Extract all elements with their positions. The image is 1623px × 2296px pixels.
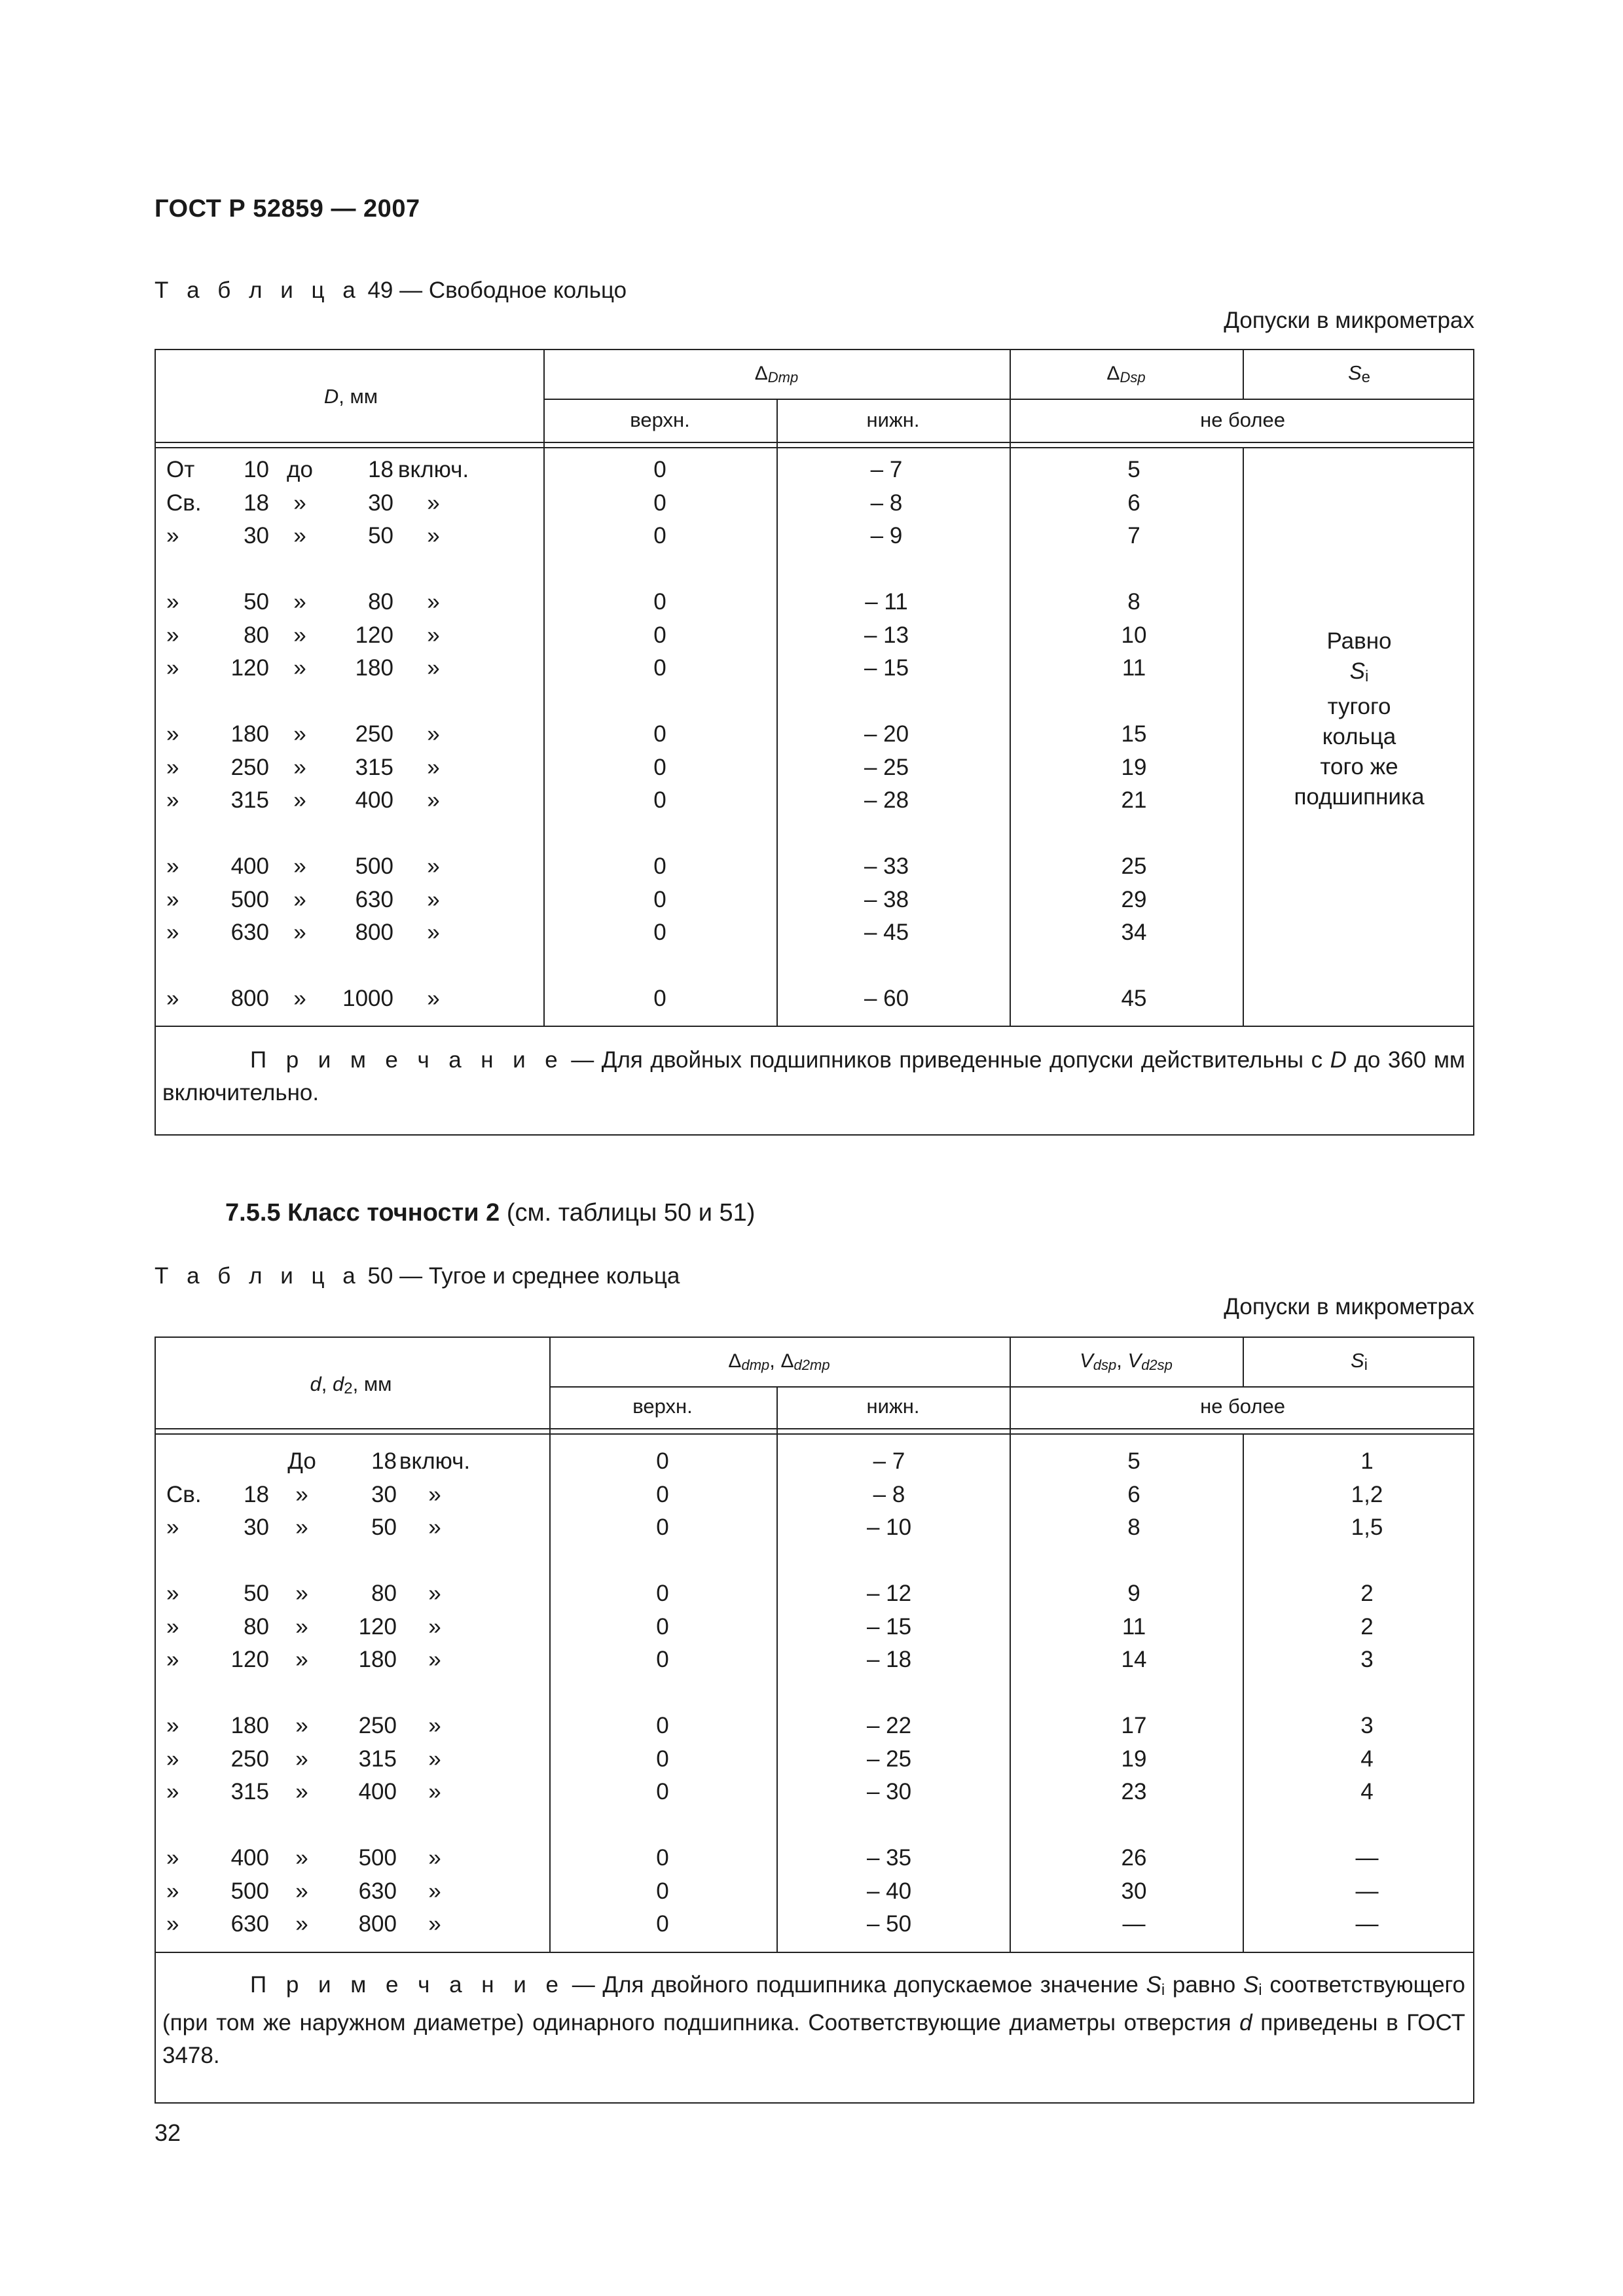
cell-p: Св.: [166, 490, 202, 516]
cell-lo: – 9: [870, 523, 903, 548]
cell-dsp: 11: [1122, 655, 1146, 681]
cell-s: до: [287, 457, 313, 482]
cell-b: 80: [371, 1581, 397, 1606]
cell-up: 0: [653, 523, 666, 548]
cell-s: »: [293, 853, 306, 879]
cell-up: 0: [656, 1878, 669, 1904]
header-upper: верхн.: [632, 1395, 693, 1418]
cell-p: Св.: [166, 1481, 202, 1507]
cell-p: От: [166, 457, 195, 482]
header-D: D, мм: [323, 385, 378, 408]
cell-a: 180: [230, 1713, 269, 1738]
cell-up: 0: [653, 655, 666, 681]
cell-lo: – 13: [864, 622, 909, 648]
cell-b: 50: [368, 523, 393, 548]
cell-s: »: [293, 920, 306, 945]
cell-p: »: [166, 1746, 179, 1772]
cell-e: »: [427, 523, 440, 548]
cell-e: »: [428, 1647, 441, 1672]
cell-lo: – 50: [866, 1911, 912, 1937]
cell-si: 2: [1360, 1581, 1374, 1606]
cell-p: »: [166, 1515, 179, 1540]
cell-si: 1,5: [1351, 1515, 1383, 1540]
cell-e: »: [428, 1713, 441, 1738]
cell-up: 0: [656, 1746, 669, 1772]
cell-up: 0: [656, 1481, 669, 1507]
cell-si: 1,2: [1351, 1481, 1383, 1507]
cell-dsp: 29: [1121, 886, 1147, 912]
cell-up: 0: [653, 589, 666, 615]
cell-lo: – 8: [870, 490, 903, 516]
cell-s: »: [293, 721, 306, 747]
cell-dsp: 5: [1127, 457, 1140, 482]
cell-up: 0: [656, 1515, 669, 1540]
cell-p: »: [166, 589, 179, 615]
header-se: Se: [1347, 361, 1371, 386]
cell-p: »: [166, 920, 179, 945]
cell-dsp: 6: [1127, 490, 1140, 516]
table-50-caption: [155, 1263, 680, 1289]
cell-up: 0: [653, 721, 666, 747]
cell-v: —: [1122, 1911, 1146, 1937]
cell-up: 0: [656, 1581, 669, 1606]
cell-e: »: [427, 754, 440, 780]
header-max: не более: [1200, 1395, 1285, 1418]
cell-s: »: [295, 1515, 308, 1540]
cell-up: 0: [653, 886, 666, 912]
cell-e: »: [428, 1746, 441, 1772]
cell-b: 80: [368, 589, 393, 615]
header-lower: нижн.: [866, 1395, 920, 1418]
cell-b: 250: [358, 1713, 397, 1738]
cell-b: 315: [355, 754, 393, 780]
cell-up: 0: [653, 622, 666, 648]
cell-up: 0: [656, 1779, 669, 1804]
cell-a: 50: [244, 589, 269, 615]
cell-up: 0: [653, 490, 666, 516]
cell-up: 0: [656, 1713, 669, 1738]
cell-lo: – 38: [864, 886, 909, 912]
cell-v: 17: [1121, 1713, 1147, 1738]
header-bottom-line-1: [155, 442, 1474, 443]
caption-prefix: Т а б л и ц а: [155, 1263, 361, 1289]
cell-b: 30: [371, 1481, 397, 1507]
cell-a: 630: [230, 920, 269, 945]
cell-a: 400: [230, 1845, 269, 1871]
cell-p: »: [166, 787, 179, 813]
cell-e: »: [427, 622, 440, 648]
cell-si: —: [1355, 1878, 1379, 1904]
body-bottom-line: [155, 1952, 1474, 1953]
cell-lo: – 7: [870, 457, 903, 482]
col-divider: [1243, 1433, 1244, 1952]
cell-a: 30: [244, 1515, 269, 1540]
header-lower: нижн.: [866, 408, 920, 431]
cell-b: 800: [358, 1911, 397, 1937]
section-heading: 7.5.5 Класс точности 2 (см. таблицы 50 и 51): [225, 1199, 756, 1227]
cell-si: 3: [1360, 1713, 1374, 1738]
col-divider: [1010, 349, 1011, 1026]
cell-a: 120: [230, 655, 269, 681]
cell-s: »: [293, 523, 306, 548]
cell-s: »: [295, 1713, 308, 1738]
cell-dsp: 21: [1121, 787, 1147, 813]
se-merged-cell: Равно Si тугого кольца того же подшипника: [1294, 628, 1425, 810]
cell-lo: – 7: [873, 1448, 905, 1474]
page-number: 32: [155, 2119, 181, 2146]
cell-up: 0: [656, 1911, 669, 1937]
header-max: не более: [1200, 408, 1285, 431]
body-bottom-line: [155, 1026, 1474, 1027]
cell-e: »: [427, 589, 440, 615]
cell-a: 250: [230, 754, 269, 780]
cell-a: 630: [230, 1911, 269, 1937]
cell-up: 0: [653, 787, 666, 813]
cell-p: »: [166, 1845, 179, 1871]
cell-a: 800: [230, 986, 269, 1011]
cell-e: »: [427, 920, 440, 945]
cell-p: »: [166, 1878, 179, 1904]
cell-b: 30: [368, 490, 393, 516]
cell-p: »: [166, 523, 179, 548]
cell-b: 400: [358, 1779, 397, 1804]
cell-s: »: [293, 589, 306, 615]
cell-a: 10: [244, 457, 269, 482]
cell-p: »: [166, 754, 179, 780]
cell-s: »: [293, 490, 306, 516]
cell-lo: – 25: [864, 754, 909, 780]
cell-p: »: [166, 1647, 179, 1672]
cell-si: 3: [1360, 1647, 1374, 1672]
cell-v: 30: [1121, 1878, 1147, 1904]
cell-dsp: 7: [1127, 523, 1140, 548]
cell-p: »: [166, 986, 179, 1011]
cell-v: 11: [1122, 1613, 1146, 1640]
cell-e: »: [428, 1481, 441, 1507]
cell-lo: – 30: [866, 1779, 912, 1804]
header-d: d, d2, мм: [310, 1372, 392, 1397]
cell-b: 180: [358, 1647, 397, 1672]
cell-up: 0: [653, 986, 666, 1011]
cell-lo: – 33: [864, 853, 909, 879]
cell-s: »: [295, 1647, 308, 1672]
cell-b: 250: [355, 721, 393, 747]
cell-e: »: [427, 655, 440, 681]
document-title: ГОСТ Р 52859 — 2007: [155, 195, 420, 223]
header-delta-dmp: ΔDmp: [754, 363, 799, 386]
cell-dsp: 15: [1121, 721, 1147, 747]
cell-e: »: [427, 986, 440, 1011]
header-v-dsp: Vdsp, Vd2sp: [1080, 1349, 1173, 1373]
header-delta-dmp: Δdmp, Δd2mp: [728, 1349, 830, 1373]
cell-b: 400: [355, 787, 393, 813]
cell-b: 18: [371, 1448, 397, 1474]
cell-v: 14: [1121, 1647, 1147, 1672]
table-49-caption: [155, 278, 627, 304]
cell-p: »: [166, 1713, 179, 1738]
cell-lo: – 28: [864, 787, 909, 813]
cell-dsp: 8: [1127, 589, 1140, 615]
cell-si: 1: [1360, 1448, 1374, 1474]
cell-s: До: [287, 1448, 316, 1474]
cell-b: 120: [358, 1613, 397, 1640]
cell-p: »: [166, 655, 179, 681]
cell-b: 500: [355, 853, 393, 879]
cell-e: »: [427, 886, 440, 912]
col-divider: [549, 1336, 551, 1952]
cell-up: 0: [653, 853, 666, 879]
cell-si: 4: [1360, 1746, 1374, 1772]
cell-a: 30: [244, 523, 269, 548]
cell-v: 9: [1127, 1581, 1140, 1606]
cell-p: »: [166, 622, 179, 648]
caption-text: 49 — Свободное кольцо: [367, 278, 627, 303]
cell-lo: – 10: [866, 1515, 912, 1540]
header-divider: [543, 399, 1474, 400]
cell-s: »: [293, 655, 306, 681]
cell-lo: – 20: [864, 721, 909, 747]
cell-lo: – 60: [864, 986, 909, 1011]
col-divider: [1243, 1336, 1244, 1386]
col-divider: [1243, 349, 1244, 399]
cell-a: 250: [230, 1746, 269, 1772]
cell-b: 120: [355, 622, 393, 648]
table-50: [155, 1336, 1474, 2104]
cell-b: 500: [358, 1845, 397, 1871]
cell-e: »: [428, 1845, 441, 1871]
cell-up: 0: [653, 457, 666, 482]
cell-lo: – 40: [866, 1878, 912, 1904]
cell-s: »: [295, 1581, 308, 1606]
cell-dsp: 19: [1121, 754, 1147, 780]
cell-si: —: [1355, 1845, 1379, 1871]
cell-s: »: [295, 1481, 308, 1507]
cell-s: »: [295, 1613, 308, 1640]
cell-lo: – 11: [865, 589, 908, 615]
cell-a: 500: [230, 886, 269, 912]
cell-e: »: [428, 1911, 441, 1937]
cell-si: —: [1355, 1911, 1379, 1937]
cell-lo: – 12: [866, 1581, 912, 1606]
cell-lo: – 18: [866, 1647, 912, 1672]
cell-b: 18: [368, 457, 393, 482]
table-49: [155, 349, 1474, 1136]
cell-b: 800: [355, 920, 393, 945]
cell-a: 18: [244, 490, 269, 516]
cell-p: »: [166, 721, 179, 747]
col-divider: [776, 399, 778, 1026]
cell-a: 315: [230, 787, 269, 813]
cell-s: »: [293, 986, 306, 1011]
cell-p: »: [166, 1911, 179, 1937]
cell-e: »: [428, 1581, 441, 1606]
cell-dsp: 34: [1121, 920, 1147, 945]
cell-si: 2: [1360, 1613, 1374, 1640]
cell-e: »: [427, 490, 440, 516]
header-bottom-line-2: [155, 447, 1474, 448]
cell-up: 0: [656, 1845, 669, 1871]
cell-s: »: [295, 1779, 308, 1804]
cell-b: 315: [358, 1746, 397, 1772]
cell-a: 120: [230, 1647, 269, 1672]
cell-p: »: [166, 886, 179, 912]
cell-lo: – 8: [873, 1481, 905, 1507]
table-49-note: П р и м е ч а н и е — Для двойных подшипников приведенные допуски действительны с D до 360 мм включительно.: [162, 1047, 1465, 1105]
table-49-units: Допуски в микрометрах: [1224, 308, 1474, 333]
cell-a: 315: [230, 1779, 269, 1804]
cell-dsp: 10: [1121, 622, 1147, 648]
cell-a: 80: [244, 622, 269, 648]
cell-lo: – 45: [864, 920, 909, 945]
caption-text: 50 — Тугое и среднее кольца: [367, 1263, 680, 1289]
table-50-units: Допуски в микрометрах: [1224, 1294, 1474, 1319]
cell-a: 80: [244, 1613, 269, 1640]
cell-lo: – 22: [866, 1713, 912, 1738]
cell-lo: – 15: [864, 655, 909, 681]
cell-a: 180: [230, 721, 269, 747]
cell-dsp: 25: [1121, 853, 1147, 879]
col-divider: [776, 1386, 778, 1952]
cell-a: 500: [230, 1878, 269, 1904]
cell-a: 18: [244, 1481, 269, 1507]
cell-up: 0: [653, 920, 666, 945]
caption-prefix: Т а б л и ц а: [155, 278, 361, 303]
header-bottom-line-2: [155, 1433, 1474, 1435]
col-divider: [1010, 1336, 1011, 1952]
cell-v: 19: [1121, 1746, 1147, 1772]
cell-b: 50: [371, 1515, 397, 1540]
cell-s: »: [295, 1878, 308, 1904]
col-divider: [543, 349, 545, 1026]
cell-s: »: [293, 787, 306, 813]
cell-b: 180: [355, 655, 393, 681]
cell-lo: – 15: [866, 1613, 912, 1640]
cell-v: 23: [1121, 1779, 1147, 1804]
cell-s: »: [293, 886, 306, 912]
cell-s: »: [295, 1911, 308, 1937]
cell-s: »: [295, 1746, 308, 1772]
cell-e: включ.: [397, 457, 469, 482]
cell-v: 5: [1127, 1448, 1140, 1474]
header-si: Si: [1350, 1349, 1368, 1374]
cell-p: »: [166, 1613, 179, 1640]
cell-b: 1000: [342, 986, 393, 1011]
header-delta-dsp: ΔDsp: [1106, 363, 1146, 386]
cell-e: включ.: [399, 1448, 471, 1474]
cell-lo: – 25: [866, 1746, 912, 1772]
cell-b: 630: [358, 1878, 397, 1904]
cell-b: 630: [355, 886, 393, 912]
cell-e: »: [428, 1515, 441, 1540]
header-divider: [549, 1386, 1474, 1388]
cell-v: 6: [1127, 1481, 1140, 1507]
cell-p: »: [166, 1779, 179, 1804]
table-50-note: П р и м е ч а н и е — Для двойного подшипника допускаемое значение Si равно Si соответствующего (при том же наружном диаметре) одинарного подшипника. Соответствующие диаметры отверстия d приведены в ГОСТ 3478.: [162, 1972, 1465, 2068]
cell-up: 0: [656, 1448, 669, 1474]
cell-v: 8: [1127, 1515, 1140, 1540]
cell-e: »: [428, 1878, 441, 1904]
cell-si: 4: [1360, 1779, 1374, 1804]
cell-dsp: 45: [1121, 986, 1147, 1011]
cell-a: 400: [230, 853, 269, 879]
cell-e: »: [427, 787, 440, 813]
header-bottom-line-1: [155, 1428, 1474, 1429]
cell-s: »: [293, 622, 306, 648]
cell-e: »: [428, 1613, 441, 1640]
cell-s: »: [295, 1845, 308, 1871]
cell-v: 26: [1121, 1845, 1147, 1871]
cell-p: »: [166, 1581, 179, 1606]
cell-e: »: [428, 1779, 441, 1804]
cell-s: »: [293, 754, 306, 780]
cell-a: 50: [244, 1581, 269, 1606]
header-upper: верхн.: [630, 408, 690, 431]
cell-up: 0: [656, 1647, 669, 1672]
cell-e: »: [427, 721, 440, 747]
cell-e: »: [427, 853, 440, 879]
cell-lo: – 35: [866, 1845, 912, 1871]
cell-p: »: [166, 853, 179, 879]
cell-up: 0: [656, 1613, 669, 1640]
cell-up: 0: [653, 754, 666, 780]
